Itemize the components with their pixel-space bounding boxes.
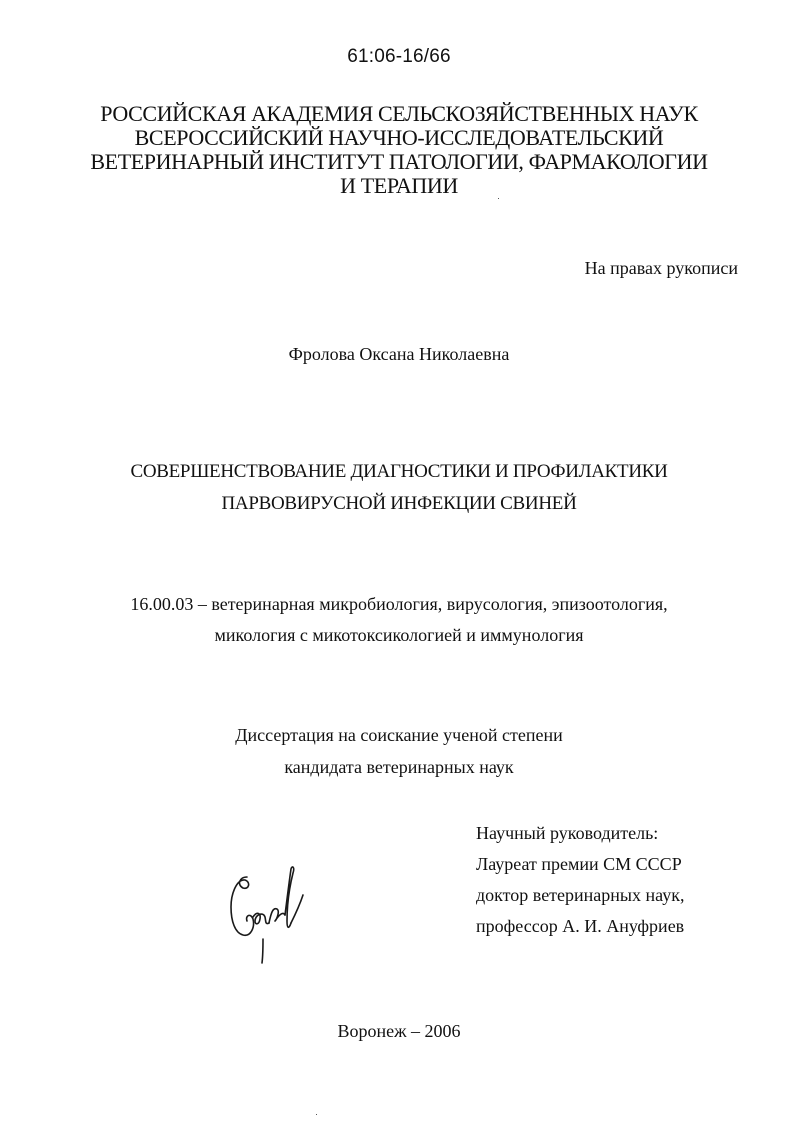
scan-speck xyxy=(498,198,499,199)
city-year: Воронеж – 2006 xyxy=(337,1021,461,1041)
author-name: Фролова Оксана Николаевна xyxy=(288,344,510,364)
scan-speck xyxy=(316,1114,317,1115)
manuscript-rights: На правах рукописи xyxy=(584,258,738,278)
title-line: ПАРВОВИРУСНОЙ ИНФЕКЦИИ СВИНЕЙ xyxy=(221,493,577,514)
degree-statement xyxy=(0,719,798,783)
handwritten-signature xyxy=(225,855,315,965)
specialty-line: микология с микотоксикологией и иммунология xyxy=(214,625,584,645)
specialty-line: 16.00.03 – ветеринарная микробиология, вирусология, эпизоотология, xyxy=(130,594,668,614)
degree-line: кандидата ветеринарных наук xyxy=(284,757,514,777)
catalog-code: 61:06-16/66 xyxy=(347,46,451,67)
organization-header xyxy=(0,102,798,198)
organization-line: РОССИЙСКАЯ АКАДЕМИЯ СЕЛЬСКОЗЯЙСТВЕННЫХ НАУК xyxy=(100,101,698,126)
organization-line: ВЕТЕРИНАРНЫЙ ИНСТИТУТ ПАТОЛОГИИ, ФАРМАКОЛОГИИ xyxy=(90,149,708,174)
advisor-line: доктор ветеринарных наук, xyxy=(476,885,685,905)
advisor-line: Лауреат премии СМ СССР xyxy=(476,854,682,874)
organization-line: И ТЕРАПИИ xyxy=(340,173,458,198)
degree-line: Диссертация на соискание ученой степени xyxy=(235,725,563,745)
organization-line: ВСЕРОССИЙСКИЙ НАУЧНО-ИССЛЕДОВАТЕЛЬСКИЙ xyxy=(134,125,664,150)
title-line: СОВЕРШЕНСТВОВАНИЕ ДИАГНОСТИКИ И ПРОФИЛАКТИКИ xyxy=(130,461,668,482)
advisor-line: Научный руководитель: xyxy=(476,823,659,843)
scientific-advisor xyxy=(476,818,776,942)
dissertation-title xyxy=(0,456,798,520)
specialty-code xyxy=(0,589,798,651)
advisor-line: профессор А. И. Ануфриев xyxy=(476,916,685,936)
